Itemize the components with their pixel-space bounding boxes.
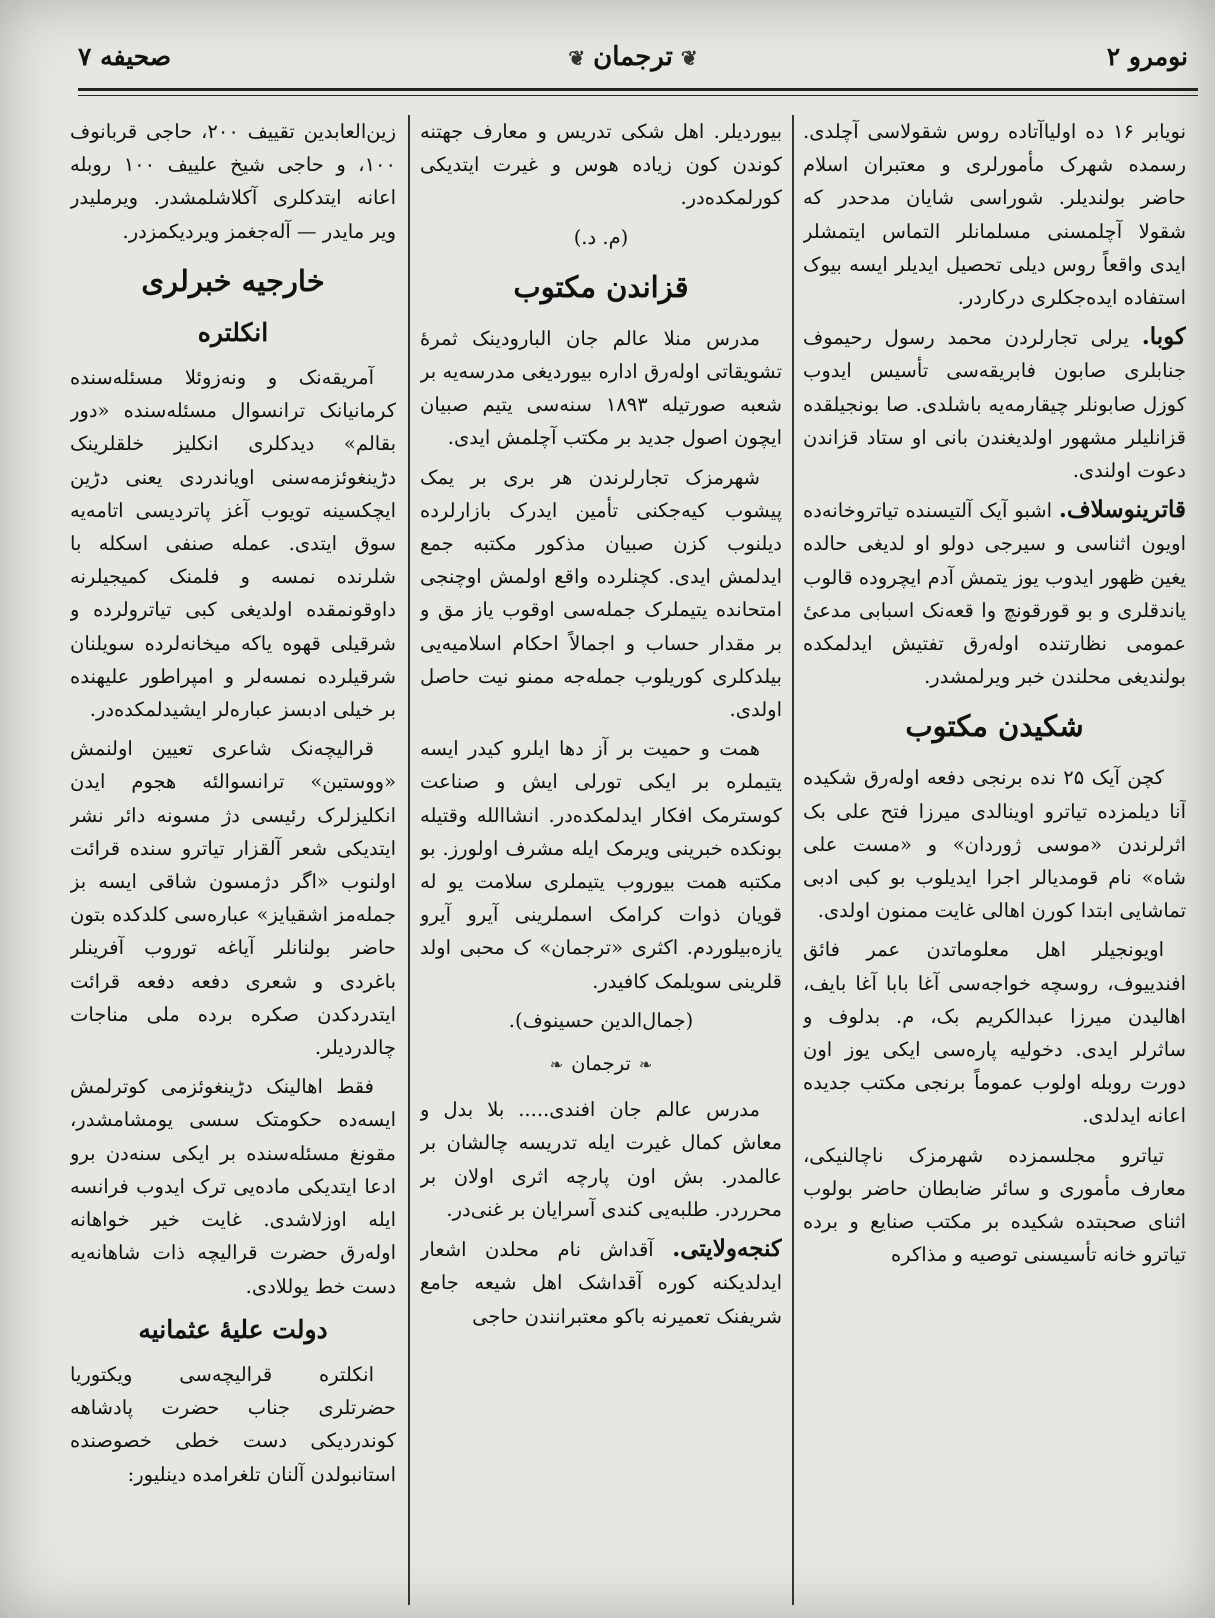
signature: (م. د.) [573,225,629,249]
editor-label: ترجمان [571,1052,631,1076]
dateline: کنجه‌ولایتی. [672,1235,782,1263]
news-item-kuba [803,320,1186,487]
ornament-icon: ❧ [549,1055,564,1075]
column-right [803,115,1186,1605]
section-heading: شکیدن مکتوب [905,709,1084,744]
column-middle [420,115,782,1605]
news-text: اشبو آیک آلتیسنده تیاتروخانه‌ده اویون اثناسی و سیرجی دولو او لدیغی حالده یغین ظهور ایدوب یوز یتمش آدم ایچروده قالوب یاندقلری و بو قورقونچ وا قعه‌نک اسبابی مدعیٔ عمومی نظارتنده اوله‌رق تفتیش ایدلمکده بولندیغی محلندن خبر ویرلمشدر. [803,499,1186,689]
masthead-title: ترجمان [593,42,673,72]
newspaper-title [78,42,1188,72]
paragraph: آمریقه‌نک و ونه‌زوئلا مسئله‌سنده کرمانیانک ترانسوال مسئله‌سنده «دور بقالم» دیدکلری انکلیز خلقلرینک دڑینغوئزمه‌سنی اویاندردی یعنی دڑین ایچکسینه تویوب آغز پاتردیسی اتامه‌یه سوق ایتدی. عمله صنفی اسکله با شلرنده نمسه و فلمنک کمیجیلرنه داوقونمقده اولدیغی کبی تیاترولرده و شرقیلی قهوه یاکه میخانه‌لرده سویلنان شرقیلرده نمسه‌لر و امپراطور علیهنده بر خیلی ادبسز عباره‌لر ایشیدلمکده‌در. [70,366,396,722]
ornament-icon: ❦ [680,46,698,70]
paragraph: نویابر ۱۶ ده اولیاآتاده روس شقولاسی آچلدی. رسمده شهرک مأمورلری و معتبران اسلام حاضر بولندیلر. شوراسی شایان مدحدر که شقولا آچلمسنی مسلمانلر التماس ایتمشلر ایدی واقعاً روس دیلی تحصیل ایدیلر ایسه بیوک استفاده ایده‌جکلری درکاردر. [803,120,1186,310]
paragraph: انکلتره قرالیچه‌سی ویکتوریا حضرتلری جناب حضرت پادشاهه کوندردیکی دست خطی خصوصنده استانبولدن آلنان تلغرامده دینلیور: [70,1362,396,1486]
paragraph: شهرمزک تجارلرندن هر بری بر یمک پیشوب کیه‌جکنی تأمین ایدرک بازارلرده دیلنوب کزن صبیان مذکور مکتبه جمع ایدلمش ایدی. کچنلرده واقع اولمش او‌چنجی امتحانده یتیملرک جمله‌سی اوقوب یاز مق و بر مقدار حساب و اجمالاً احکام اسلامیه‌یی بیلدکلری کوریلوب جمله‌جه ممنو نیت حاصل اولدی. [420,465,782,722]
paragraph: فقط اهالینک دڑینغوئزمی کوترلمش ایسه‌ده حکومتک سسی یومشامشدر، مقونغ مسئله‌سنده بر ایکی سنه‌دن برو ادعا ایتدیکی ماده‌یی ترک ایدوب فرانسه ایله اوزلاشدی. غایت خیر خواهانه اوله‌رق حضرت قرالیچه ذات شاهانه‌یه دست خط یوللادی. [70,1075,396,1298]
news-item-katerinoslav [803,493,1186,693]
paragraph: تیاترو مجلسمزده شهرمزک ناچالنیکی، معارف مأموری و سائر ضابطان حاضر بولوب اثنای صحبتده شکیده بر مکتب صنایع و برده تیاترو خانه تأسیسنی توصیه و مذاکره [803,1143,1186,1267]
editor-note-title [420,1047,782,1081]
paragraph: زین‌العابدین تقییف ۲۰۰، حاجی قربانوف ۱۰۰، و حاجی شیخ علییف ۱۰۰ روبله اعانه ایتدکلری آکلاشلمشدر. ویرملیدر ویر مایدر — آله‌جغمز ویردیکمزدر. [70,120,396,243]
section-heading: خارجیه خبرلری [141,263,325,298]
paragraph: قرالیچه‌نک شاعری تعیین اولنمش «ووستین» ترانسوالئه هجوم ایدن انکلیزلرک رئیسی دژ مسونه دائر نشر ایتدیکی شعر آلقزار تیاترو سنده قرائت اولنوب «اگر دژمسون شاقی ایسه بز جمله‌مز اشقیایز» عباره‌سی کلدکده بتون حاضر بولنانلر آیاغه توروب آفرینلر باغردی و شعری دفعه دفعه قرائت ایتدردکدن صکره برده ملی مناجات چالدردیلر. [70,737,396,1060]
news-item-ganja [420,1232,782,1333]
signature: (جمال‌الدین حسینوف). [508,1008,694,1032]
dateline: قاترینوسلاف. [1058,496,1186,524]
editor-note: مدرس عالم جان افندی..... بلا بدل و معاش کمال غیرت ایله تدریسه چالشان بر عالمدر. بش اون پارچه اثری اولان بر محرردر. طلبه‌یی کندی آسرایان بر غنی‌در. [420,1098,782,1221]
paragraph: همت و حمیت بر آز دها ایلرو کیدر ایسه یتیملره بر ایکی تورلی ایش و صناعت کوسترمک افکار ایدلمکده‌در. انشاالله وقتیله بونکده خبرینی ویرمک ایله مشرف اولورز. بو مکتبه همت بیوروب یتیملری سلامت یو له قویان ذوات کرامک اسملرینی آیرو آیرو یازه‌بیلوردم. اکثری «ترجمان» ک محبی اولد قلرینی سویلمک کافیدر. [420,737,782,993]
column-divider [408,115,410,1605]
section-heading: قزاندن مکتوب [513,269,689,304]
column-divider [792,115,794,1605]
paragraph: بیوردیلر. اهل شکی تدریس و معارف جهتنه کوندن کون زیاده هوس و غیرت ایتدیکی کورلمکده‌در. [420,120,782,210]
subsection-heading: انکلتره [197,317,269,347]
paragraph: مدرس منلا عالم جان البارودینک ثمرهٔ تشویقاتی اوله‌رق اداره بیوردیغی مدرسه‌یه بر شعبه صورتیله ۱۸۹۳ سنه‌سی یتیم صبیان ایچون اصول جدید بر مکتب آچلمش ایدی. [420,326,782,450]
page-header [78,36,1188,86]
column-left [70,115,396,1605]
paragraph: اویونجیلر اهل معلوماتدن عمر فائق افندییوف، روسچه خواجه‌سی آغا بابا آغا بایف، اهالیدن میرزا عبدالکریم بک، م. بدلوف و ساثرلر ایدی. دخولیه پاره‌سی ایکی یوز اون دورت روبله اولوب عموماً برنجی مکتب جدیده اعانه ایدلدی. [803,938,1186,1128]
page-number: صحیفه ۷ [78,42,172,71]
subsection-heading: دولت علیهٔ عثمانیه [138,1314,328,1344]
dateline: کوبا. [1141,323,1186,351]
issue-number: نومرو ۲ [1106,42,1188,71]
ornament-icon: ❧ [638,1055,653,1075]
news-text: یرلی تجارلردن محمد رسول رحیموف جنابلری صابون فابریقه‌سی تأسیس ایدوب کوزل صابونلر چیقارمه‌یه باشلدی. صا بونجیلقده قزانلیلر مشهور اولدیغندن بانی او ستاد قزاندن دعوت اولندی. [803,326,1186,483]
ornament-icon: ❦ [568,46,586,70]
header-rule [78,88,1198,91]
header-rule-thin [78,95,1198,96]
news-text: آقداش نام محلدن اشعار ایدلدیکنه کوره آقداشک اهل شیعه جامع شریفنک تعمیرنه باکو معتبرانندن حاجی [420,1238,782,1328]
paragraph: کچن آیک ۲۵ نده برنجی دفعه اوله‌رق شکیده آنا دیلمزده تیاترو اوینالدی میرزا فتح علی بک اثرلرندن «موسی ژوردان» و «مست علی شاه» نام قومدیالر اجرا ایدیلوب بو کبی ادبی تماشایی ابتدا کورن اهالی غایت ممنون اولدی. [803,766,1186,923]
